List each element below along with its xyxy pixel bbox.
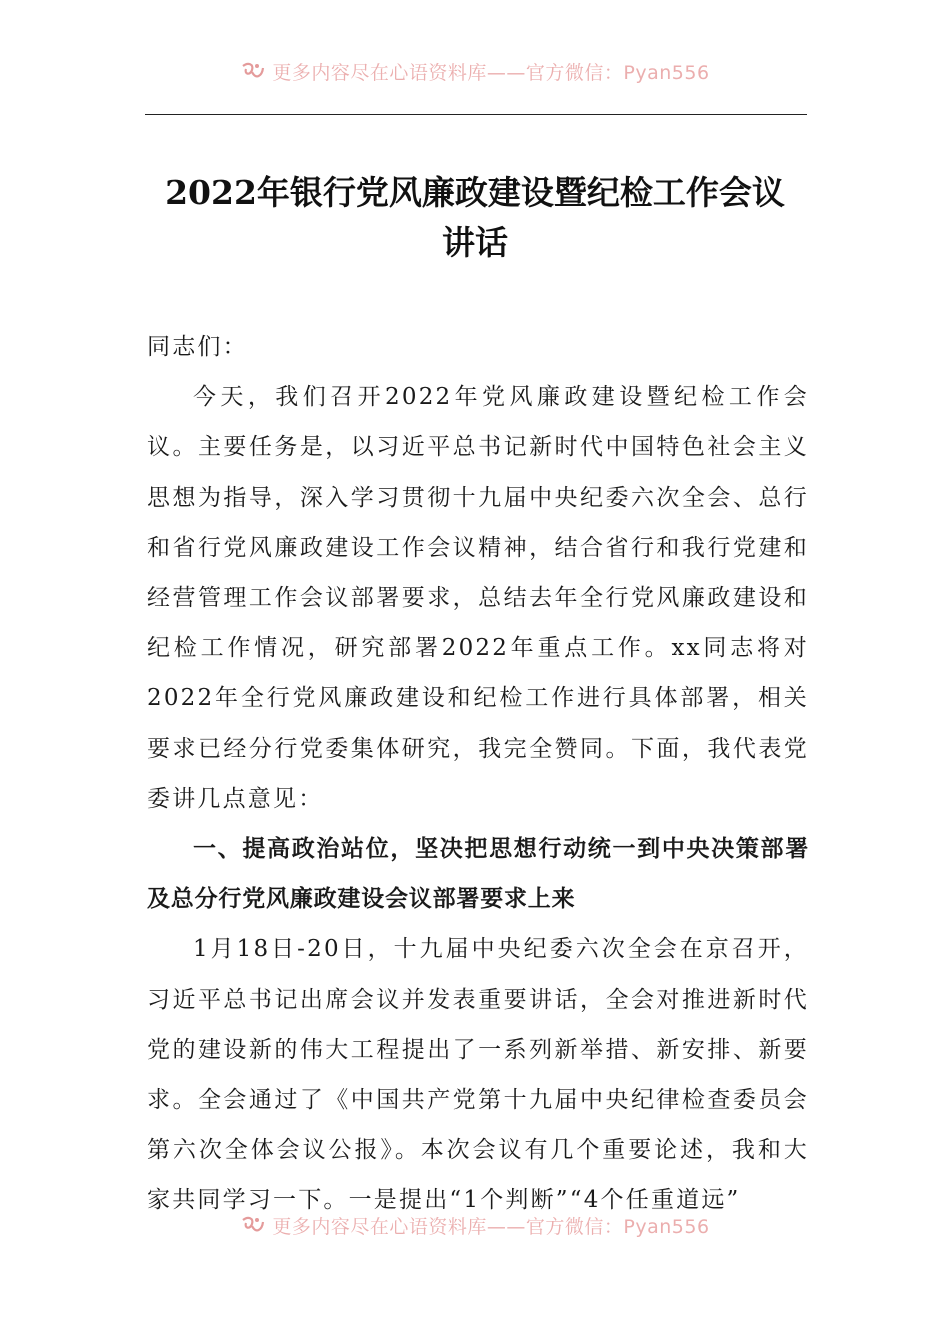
section-heading-1: 一、提高政治站位，坚决把思想行动统一到中央决策部署及总分行党风廉政建设会议部署要求上来 <box>147 836 809 913</box>
watermark-text: 更多内容尽在心语资料库——官方微信：Pyan556 <box>272 62 710 84</box>
watermark-header <box>0 58 950 87</box>
watermark-footer <box>0 1212 950 1241</box>
document-title <box>140 168 810 268</box>
title-line-2: 讲话 <box>442 223 508 262</box>
seal-logo-icon <box>240 60 266 87</box>
salutation: 同志们： <box>147 334 248 360</box>
document-body <box>147 322 809 1226</box>
paragraph-intro: 今天，我们召开2022年党风廉政建设暨纪检工作会议。主要任务是，以习近平总书记新时代中国特色社会主义思想为指导，深入学习贯彻十九届中央纪委六次全会、总行和省行党风廉政建设工作会议精神，结合省行和我行党建和经营管理工作会议部署要求，总结去年全行党风廉政建设和纪检工作情况，研究部署2022年重点工作。xx同志将对2022年全行党风廉政建设和纪检工作进行具体部署，相关要求已经分行党委集体研究，我完全赞同。下面，我代表党委讲几点意见： <box>147 384 809 812</box>
seal-logo-icon <box>240 1214 266 1241</box>
watermark-text: 更多内容尽在心语资料库——官方微信：Pyan556 <box>272 1216 710 1238</box>
title-line-1: 2022年银行党风廉政建设暨纪检工作会议 <box>165 173 785 212</box>
header-divider <box>145 114 807 115</box>
paragraph-section-1: 1月18日-20日，十九届中央纪委六次全会在京召开，习近平总书记出席会议并发表重要讲话，全会对推进新时代党的建设新的伟大工程提出了一系列新举措、新安排、新要求。全会通过了《中国共产党第十九届中央纪律检查委员会第六次全体会议公报》。本次会议有几个重要论述，我和大家共同学习一下。一是提出“1个判断”“4个任重道远” <box>147 936 809 1214</box>
